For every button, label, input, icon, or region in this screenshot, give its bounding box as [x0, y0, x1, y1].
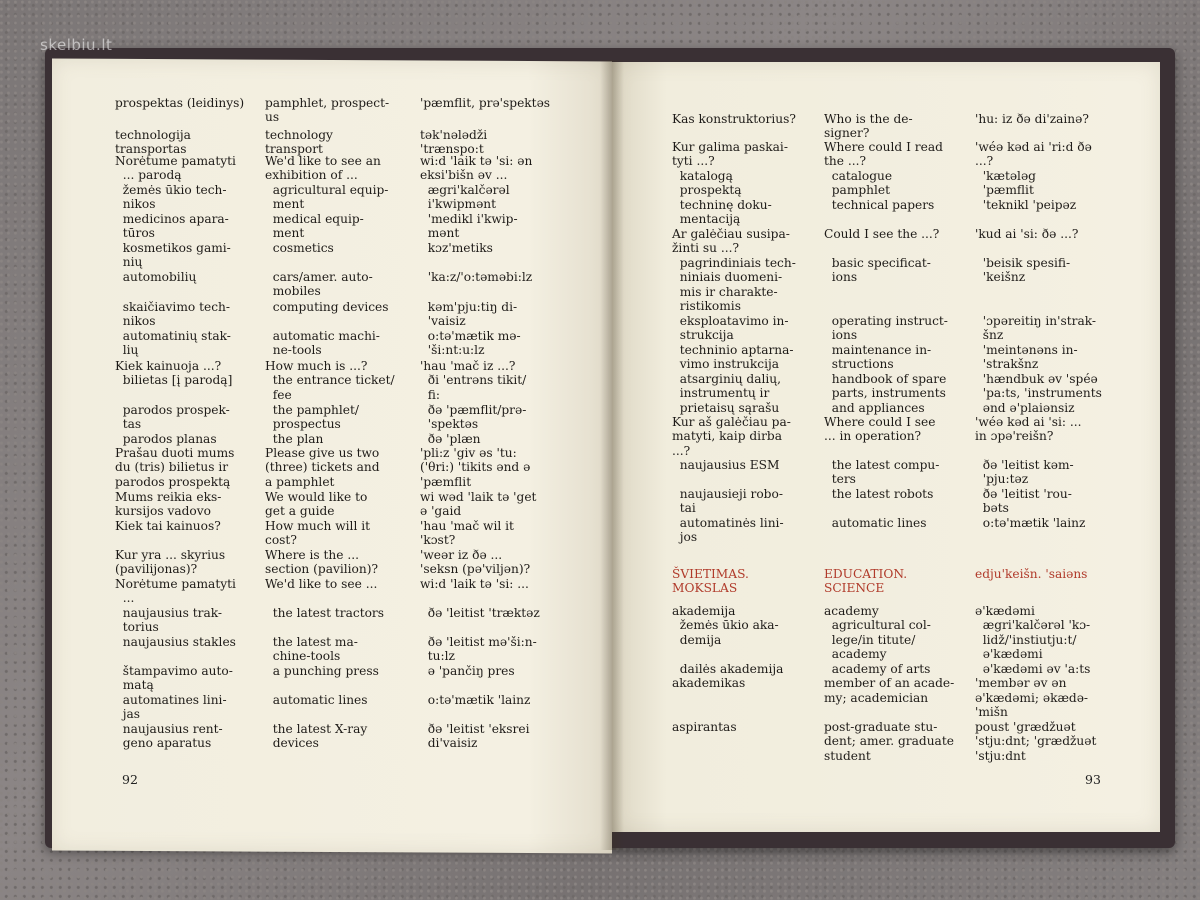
lithuanian-phrase: aspirantas — [672, 720, 737, 734]
pronunciation: o:tə'mætik 'lainz — [975, 516, 1086, 530]
english-phrase: agricultural equip- ment — [272, 183, 389, 212]
site-watermark: skelbiu.lt — [40, 36, 113, 54]
pronunciation: wi wəd 'laik tə 'get ə 'gaid — [420, 490, 537, 519]
lithuanian-phrase: žemės ūkio tech- nikos — [122, 183, 227, 212]
lithuanian-phrase: automobilių — [115, 270, 197, 284]
lithuanian-phrase: automatinių stak- lių — [122, 329, 231, 358]
english-phrase: cosmetics — [265, 241, 334, 255]
pronunciation: kɔz'metiks — [420, 241, 493, 255]
lithuanian-phrase: naujausieji robo- tai — [679, 487, 783, 516]
pronunciation: ðə 'leitist 'rou- bəts — [982, 487, 1072, 516]
english-phrase: the latest compu- ters — [831, 458, 940, 487]
english-phrase: basic specificat- ions — [831, 256, 931, 285]
left-page-phrase-table — [115, 96, 555, 796]
section-heading: EDUCATION. SCIENCE — [824, 567, 908, 596]
english-phrase: Where is the ... section (pavilion)? — [265, 548, 379, 577]
lithuanian-phrase: naujausius ESM — [672, 458, 780, 472]
english-phrase: academy agricultural col- lege/in titute/ academy — [824, 604, 931, 662]
pronunciation: 'ɔpəreitiŋ in'strak- šnz — [982, 314, 1097, 343]
pronunciation: o:tə'mætik 'lainz — [420, 693, 531, 707]
pronunciation: ə 'pančiŋ pres — [420, 664, 515, 678]
pronunciation: 'meintənəns in- 'strakšnz — [982, 343, 1078, 372]
lithuanian-phrase: Kur aš galėčiau pa- matyti, kaip dirba ...? — [672, 415, 791, 458]
lithuanian-phrase: Prašau duoti mums du (tris) bilietus ir parodos prospektą — [115, 446, 235, 489]
lithuanian-phrase: Kas konstruktorius? — [672, 112, 796, 126]
lithuanian-phrase: naujausius rent- geno aparatus — [122, 722, 223, 751]
english-phrase: Where could I see ... in operation? — [824, 415, 936, 444]
pronunciation: 'medikl i'kwip- mənt — [427, 212, 518, 241]
pronunciation: 'kætələg 'pæmflit 'teknikl 'peipəz — [982, 169, 1077, 212]
page-number-left: 92 — [122, 772, 138, 787]
lithuanian-phrase: Norėtume pamatyti ... — [115, 577, 236, 606]
lithuanian-phrase: Kiek tai kainuos? — [115, 519, 221, 533]
lithuanian-phrase: katalogą prospektą techninę doku- mentaciją — [679, 169, 772, 227]
english-phrase: computing devices — [265, 300, 389, 314]
lithuanian-phrase: techninio aptarna- vimo instrukcija — [679, 343, 794, 372]
pronunciation: ə'kædəmi əv 'a:ts 'membər əv ən ə'kædəmi; əkædə- 'mišn — [975, 662, 1091, 720]
english-phrase: handbook of spare parts, instruments and appliances — [831, 372, 947, 415]
lithuanian-phrase: naujausius trak- torius — [122, 606, 223, 635]
section-heading: edju'keišn. 'saiəns — [975, 567, 1088, 581]
english-phrase: Please give us two (three) tickets and a pamphlet — [265, 446, 380, 489]
english-phrase: the pamphlet/ prospectus — [272, 403, 359, 432]
lithuanian-phrase: Kiek kainuoja ...? bilietas [į parodą] — [115, 359, 233, 388]
english-phrase: cars/amer. auto- mobiles — [272, 270, 373, 299]
pronunciation: 'wéə kəd ai 'ri:d ðə ...? — [975, 140, 1092, 169]
pronunciation: 'hau 'mač wil it 'kɔst? — [420, 519, 514, 548]
english-phrase: post-graduate stu- dent; amer. graduate student — [824, 720, 954, 763]
english-phrase: the latest ma- chine-tools — [272, 635, 358, 664]
english-phrase: How much will it cost? — [265, 519, 371, 548]
lithuanian-phrase: skaičiavimo tech- nikos — [122, 300, 230, 329]
right-page-phrase-table — [672, 112, 1112, 812]
pronunciation: 'hændbuk əv 'spéə 'pa:ts, 'instruments ənd ə'plaiənsiz — [982, 372, 1102, 415]
lithuanian-phrase: Mums reikia eks- kursijos vadovo — [115, 490, 222, 519]
pronunciation: ðə 'leitist 'træktəz — [420, 606, 540, 620]
english-phrase: pamphlet, prospect- us — [265, 96, 390, 125]
english-phrase: How much is ...? the entrance ticket/ fee — [265, 359, 395, 402]
english-phrase: We would like to get a guide — [265, 490, 368, 519]
lithuanian-phrase: eksploatavimo in- strukcija — [679, 314, 789, 343]
pronunciation: wi:d 'laik tə 'si: ən eksi'bišn əv ... — [420, 154, 533, 183]
pronunciation: 'hau 'mač iz ...? ði 'entrəns tikit/ fi: — [420, 359, 527, 402]
english-phrase: medical equip- ment — [272, 212, 364, 241]
book-gutter — [600, 60, 624, 850]
english-phrase: We'd like to see an exhibition of ... — [265, 154, 381, 183]
english-phrase: automatic lines — [824, 516, 927, 530]
lithuanian-phrase: parodos planas — [115, 432, 217, 446]
pronunciation: 'kud ai 'si: ðə ...? — [975, 227, 1079, 241]
english-phrase: catalogue pamphlet technical papers — [831, 169, 935, 212]
lithuanian-phrase: naujausius stakles — [115, 635, 236, 649]
page-number-right: 93 — [1085, 772, 1101, 787]
english-phrase: the plan — [265, 432, 324, 446]
pronunciation: ðə 'plæn — [420, 432, 481, 446]
english-phrase: academy of arts member of an acade- my; academician — [824, 662, 955, 705]
lithuanian-phrase: Norėtume pamatyti ... parodą — [115, 154, 236, 183]
pronunciation: 'beisik spesifi- 'keišnz — [982, 256, 1071, 285]
lithuanian-phrase: parodos prospek- tas — [122, 403, 230, 432]
english-phrase: maintenance in- structions — [831, 343, 932, 372]
lithuanian-phrase: kosmetikos gami- nių — [122, 241, 231, 270]
pronunciation: ðə 'leitist kəm- 'pju:təz — [982, 458, 1074, 487]
lithuanian-phrase: pagrindiniais tech- niniais duomeni- mis ir charakte- ristikomis — [679, 256, 796, 314]
pronunciation: 'weər iz ðə ... 'seksn (pə'viljən)? — [420, 548, 531, 577]
lithuanian-phrase: akademija žemės ūkio aka- demija — [672, 604, 779, 647]
english-phrase: Could I see the ...? — [824, 227, 940, 241]
english-phrase: Who is the de- signer? — [824, 112, 913, 141]
lithuanian-phrase: Kur yra ... skyrius (pavilijonas)? — [115, 548, 226, 577]
pronunciation: ðə 'pæmflit/prə- 'spektəs — [427, 403, 527, 432]
pronunciation: 'ka:z/'o:təməbi:lz — [420, 270, 533, 284]
lithuanian-phrase: medicinos apara- tūros — [122, 212, 229, 241]
pronunciation: ðə 'leitist 'eksrei di'vaisiz — [427, 722, 530, 751]
lithuanian-phrase: Kur galima paskai- tyti ...? — [672, 140, 788, 169]
lithuanian-phrase: dailės akademija akademikas — [672, 662, 784, 691]
lithuanian-phrase: štampavimo auto- matą — [122, 664, 233, 693]
pronunciation: 'hu: iz ðə di'zainə? — [975, 112, 1089, 126]
pronunciation: 'pæmflit, prə'spektəs — [420, 96, 551, 110]
english-phrase: We'd like to see ... — [265, 577, 378, 591]
lithuanian-phrase: prospektas (leidinys) — [115, 96, 245, 110]
lithuanian-phrase: automatines lini- jas — [122, 693, 227, 722]
lithuanian-phrase: Ar galėčiau susipa- žinti su ...? — [672, 227, 790, 256]
english-phrase: a punching press — [265, 664, 379, 678]
pronunciation: poust 'grædžuət 'stju:dnt; 'grædžuət 'stju:dnt — [975, 720, 1097, 763]
pronunciation: 'wéə kəd ai 'si: ... in ɔpə'reišn? — [975, 415, 1082, 444]
pronunciation: tək'nələdži 'trænspo:t — [420, 128, 488, 157]
pronunciation: wi:d 'laik tə 'si: ... — [420, 577, 529, 591]
pronunciation: o:tə'mætik mə- 'ši:nt:u:lz — [427, 329, 521, 358]
pronunciation: ðə 'leitist mə'ši:n- tu:lz — [427, 635, 537, 664]
english-phrase: the latest robots — [824, 487, 934, 501]
english-phrase: operating instruct- ions — [831, 314, 948, 343]
section-heading: ŠVIETIMAS. MOKSLAS — [672, 567, 749, 596]
pronunciation: kəm'pju:tiŋ di- 'vaisiz — [427, 300, 518, 329]
english-phrase: technology transport — [265, 128, 333, 157]
english-phrase: automatic lines — [265, 693, 368, 707]
english-phrase: the latest X-ray devices — [272, 722, 368, 751]
pronunciation: 'pli:z 'giv əs 'tu: ('θri:) 'tikits ənd ə 'pæmflit — [420, 446, 531, 489]
lithuanian-phrase: technologija transportas — [115, 128, 191, 157]
english-phrase: the latest tractors — [265, 606, 385, 620]
english-phrase: Where could I read the ...? — [824, 140, 943, 169]
pronunciation: ægri'kalčərəl i'kwipmənt — [427, 183, 510, 212]
lithuanian-phrase: atsarginių dalių, instrumentų ir prietaisų sąrašu — [679, 372, 782, 415]
pronunciation: ə'kædəmi ægri'kalčərəl 'kɔ- lidž/'instiutju:t/ ə'kædəmi — [975, 604, 1091, 662]
lithuanian-phrase: automatinės lini- jos — [679, 516, 784, 545]
english-phrase: automatic machi- ne-tools — [272, 329, 380, 358]
